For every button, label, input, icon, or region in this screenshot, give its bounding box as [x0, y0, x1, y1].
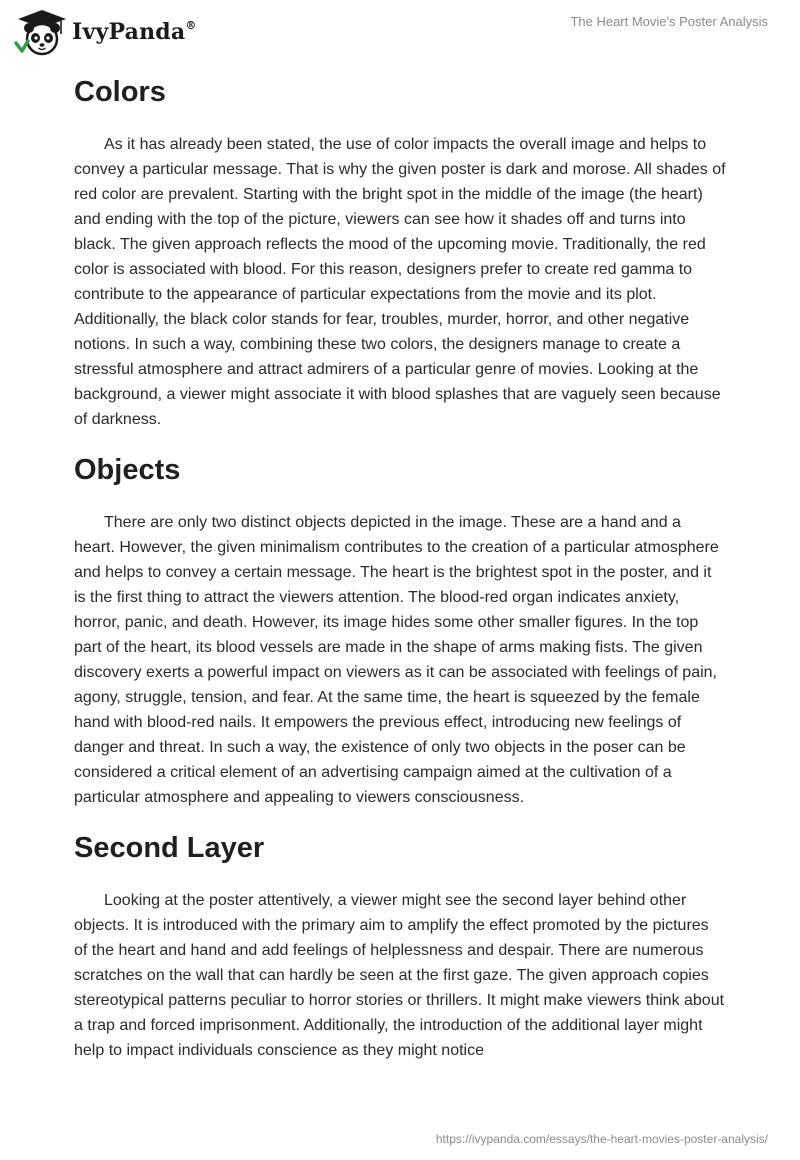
document-title: The Heart Movie's Poster Analysis — [570, 14, 768, 29]
section-heading: Second Layer — [74, 832, 265, 864]
page-header — [0, 0, 800, 62]
section-paragraph: As it has already been stated, the use of color impacts the overall image and helps to convey a particular message. That is why the given poster is dark and morose. All shades of red color are prevalent. Starting with the bright spot in the middle of the image (the heart) and ending with the top of the picture, viewers can see how it shades off and turns into black. The given approach reflects the mood of the upcoming movie. Traditionally, the red color is associated with blood. For this reason, designers prefer to create red gamma to contribute to the appearance of particular expectations from the movie and its plot. Additionally, the black color stands for fear, troubles, murder, horror, and other negative notions. In such a way, combining these two colors, the designers manage to create a stressful atmosphere and attract admirers of a particular genre of movies. Looking at the background, a viewer might associate it with blood splashes that are vaguely seen because of darkness. — [74, 136, 726, 428]
section-heading: Colors — [74, 76, 166, 108]
brand-name: IvyPanda® — [72, 18, 197, 45]
source-url[interactable]: https://ivypanda.com/essays/the-heart-movies-poster-analysis/ — [435, 1132, 768, 1146]
section-objects — [74, 448, 726, 810]
brand-logo[interactable] — [14, 8, 197, 56]
section-second-layer — [74, 826, 726, 1063]
section-paragraph: There are only two distinct objects depicted in the image. These are a hand and a heart. However, the given minimalism contributes to the creation of a particular atmosphere and helps to convey a certain message. The heart is the brightest spot in the poster, and it is the first thing to attract the viewers attention. The blood-red organ indicates anxiety, horror, panic, and death. However, its image hides some other smaller figures. In the top part of the heart, its blood vessels are made in the shape of arms making fists. The given discovery exerts a powerful impact on viewers as it can be associated with feelings of pain, agony, struggle, tension, and fear. At the same time, the heart is squeezed by the female hand with blood-red nails. It empowers the previous effect, introducing new feelings of danger and threat. In such a way, the existence of only two objects in the poser can be considered a critical element of an advertising campaign aimed at the cultivation of a particular atmosphere and appealing to viewers consciousness. — [74, 514, 719, 806]
panda-graduate-icon — [14, 8, 70, 56]
section-heading: Objects — [74, 454, 181, 486]
section-paragraph: Looking at the poster attentively, a viewer might see the second layer behind other objects. It is introduced with the primary aim to amplify the effect promoted by the pictures of the heart and hand and add feelings of helplessness and despair. There are numerous scratches on the wall that can hardly be seen at the first gaze. The given approach copies stereotypical patterns peculiar to horror stories or thrillers. It might make viewers think about a trap and forced imprisonment. Additionally, the introduction of the additional layer might help to impact individuals conscience as they might notice — [74, 892, 725, 1059]
brand-registered-mark: ® — [185, 18, 197, 32]
article-body — [74, 70, 726, 1079]
section-colors — [74, 70, 726, 432]
